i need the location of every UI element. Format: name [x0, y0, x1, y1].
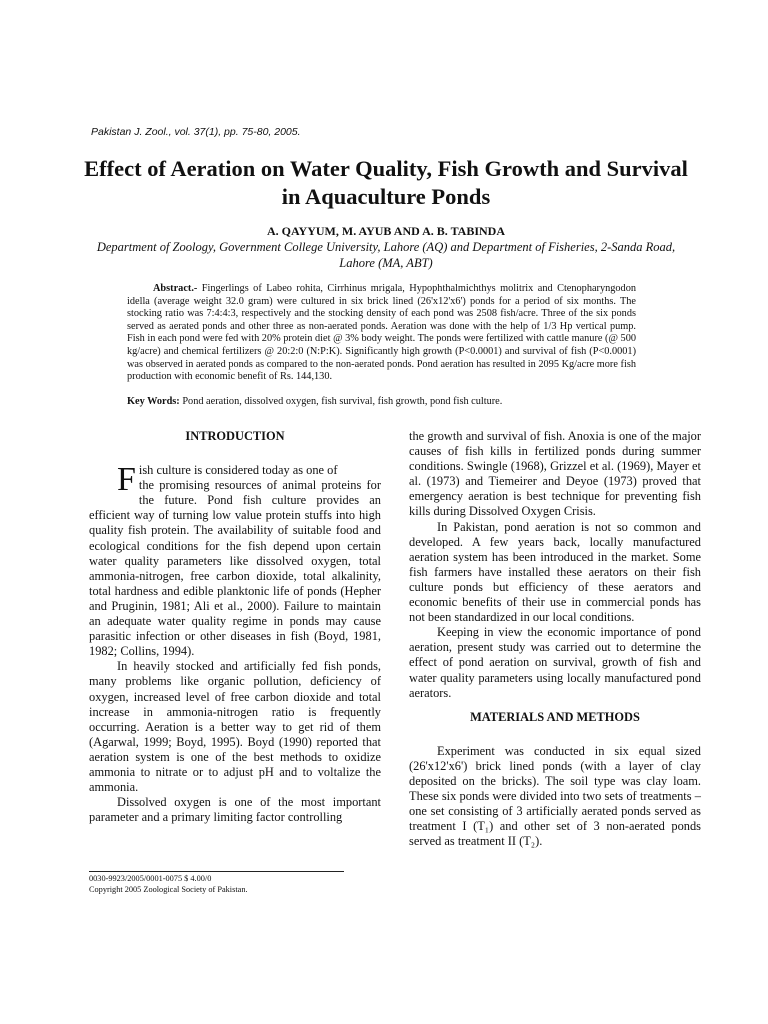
left-column	[89, 429, 381, 825]
intro-lead-line: ish culture is considered today as one of	[138, 463, 338, 478]
abstract-paragraph	[127, 283, 636, 384]
intro-paragraph-2: In heavily stocked and artificially fed fish ponds, many problems like organic pollution, deficiency of oxygen, increased level of free carbon dioxide and total increase in ammonia-nitrogen ratio is frequently occurring. Aeration is a better way to get rid of them (Agarwal, 1999; Boyd, 1995). Boyd (1990) reported that aeration system is one of the best methods to oxidize ammonia to nitrate or to adjust pH and to voltalize the ammonia.	[89, 659, 381, 795]
footnote-copyright: Copyright 2005 Zoological Society of Pakistan.	[89, 884, 248, 894]
drop-cap: F	[117, 461, 136, 499]
footnote-divider	[89, 871, 344, 872]
intro-paragraph-4: In Pakistan, pond aeration is not so common and developed. A few years back, locally manufactured aeration system has been introduced in the market. Some fish farmers have installed these aerators on their fish culture ponds but efficiency of these aerators and economic benefits of their use in commercial ponds has not been standardized in our local conditions.	[409, 519, 701, 625]
introduction-heading: INTRODUCTION	[185, 429, 285, 443]
right-column	[409, 429, 701, 849]
journal-citation: Pakistan J. Zool., vol. 37(1), pp. 75-80, 2005.	[91, 126, 301, 138]
abstract-label: Abstract.-	[153, 283, 198, 294]
keywords-label: Key Words:	[127, 396, 180, 407]
methods-heading: MATERIALS AND METHODS	[470, 709, 640, 724]
footnote	[89, 874, 248, 895]
abstract-text: Fingerlings of Labeo rohita, Cirrhinus mrigala, Hypophthalmichthys molitrix and Ctenopharyngodon idella (average weight 32.0 gram) were cultured in six brick lined (26'x12'x6') ponds for a period of six months. The stocking ratio was 7:4:4:3, respectively and the stocking density of each pond was 2508 fish/acre. Three of the six ponds served as aerated ponds and other three as non-aerated ponds. Aeration was done with the help of 1/3 Hp vertical pump. Fish in each pond were fed with 20% protein diet @ 3% body weight. The ponds were fertilized with cattle manure (@ 500 kg/acre) and chemical fertilizers @ 20:2:0 (N:P:K). Significantly high growth (P<0.0001) and survival of fish (P<0.0001) was observed in aerated ponds as compared to the non-aerated ponds. Pond aeration has resulted in 2095 Kg/acre more fish production with economic benefit of Rs. 144,130.	[127, 283, 637, 383]
intro-paragraph-3-continued: the growth and survival of fish. Anoxia is one of the major causes of fish kills in fertilized ponds during summer conditions. Swingle (1968), Grizzel et al. (1969), Mayer et al. (1973) and Tiemeirer and Deyoe (1973) proved that emergency aeration is best technique for preventing fish kills during Dissolved Oxygen Crisis.	[409, 429, 701, 519]
keywords-text: Pond aeration, dissolved oxygen, fish survival, fish growth, pond fish culture.	[182, 396, 503, 407]
authors: A. QAYYUM, M. AYUB AND A. B. TABINDA	[266, 224, 506, 238]
abstract	[127, 283, 636, 384]
affiliation: Department of Zoology, Government College University, Lahore (AQ) and Department of Fisheries, 2-Sanda Road, Lahore (MA, ABT)	[96, 240, 676, 270]
intro-paragraph-1-text: the promising resources of animal proteins for the future. Pond fish culture provides an efficient way of turning low value protein stuffs into high quality fish protein. The availability of suitable food and ecological conditions for the fish depend upon certain water quality parameters like dissolved oxygen, total ammonia-nitrogen, free carbon dioxide, total alkalinity, total hardness and edible planktonic life of ponds (Hepher and Pruginin, 1981; Ali et al., 2000). Failure to maintain an adequate water quality regime in ponds may cause parasitic infection or other diseases in fish (Boyd, 1981, 1982; Collins, 1994).	[89, 478, 381, 659]
intro-paragraph-1	[89, 463, 381, 659]
keywords	[127, 396, 636, 407]
footnote-issn: 0030-9923/2005/0001-0075 $ 4.00/0	[89, 874, 212, 883]
intro-paragraph-3: Dissolved oxygen is one of the most important parameter and a primary limiting factor controlling	[89, 795, 381, 825]
methods-paragraph-1: Experiment was conducted in six equal sized (26'x12'x6') brick lined ponds (with a layer of clay deposited on the bricks). The soil type was clay loam. These six ponds were divided into two sets of treatments – one set consisting of 3 artificially aerated ponds served as treatment I (T₁) and other set of 3 non-aerated ponds served as treatment II (T₂).	[409, 743, 701, 849]
intro-paragraph-5: Keeping in view the economic importance of pond aeration, present study was carried out to determine the effect of pond aeration on survival, growth of fish and water quality parameters using locally manufactured pond aerators.	[409, 625, 701, 700]
paper-title: Effect of Aeration on Water Quality, Fish Growth and Survival in Aquaculture Ponds	[84, 156, 688, 209]
